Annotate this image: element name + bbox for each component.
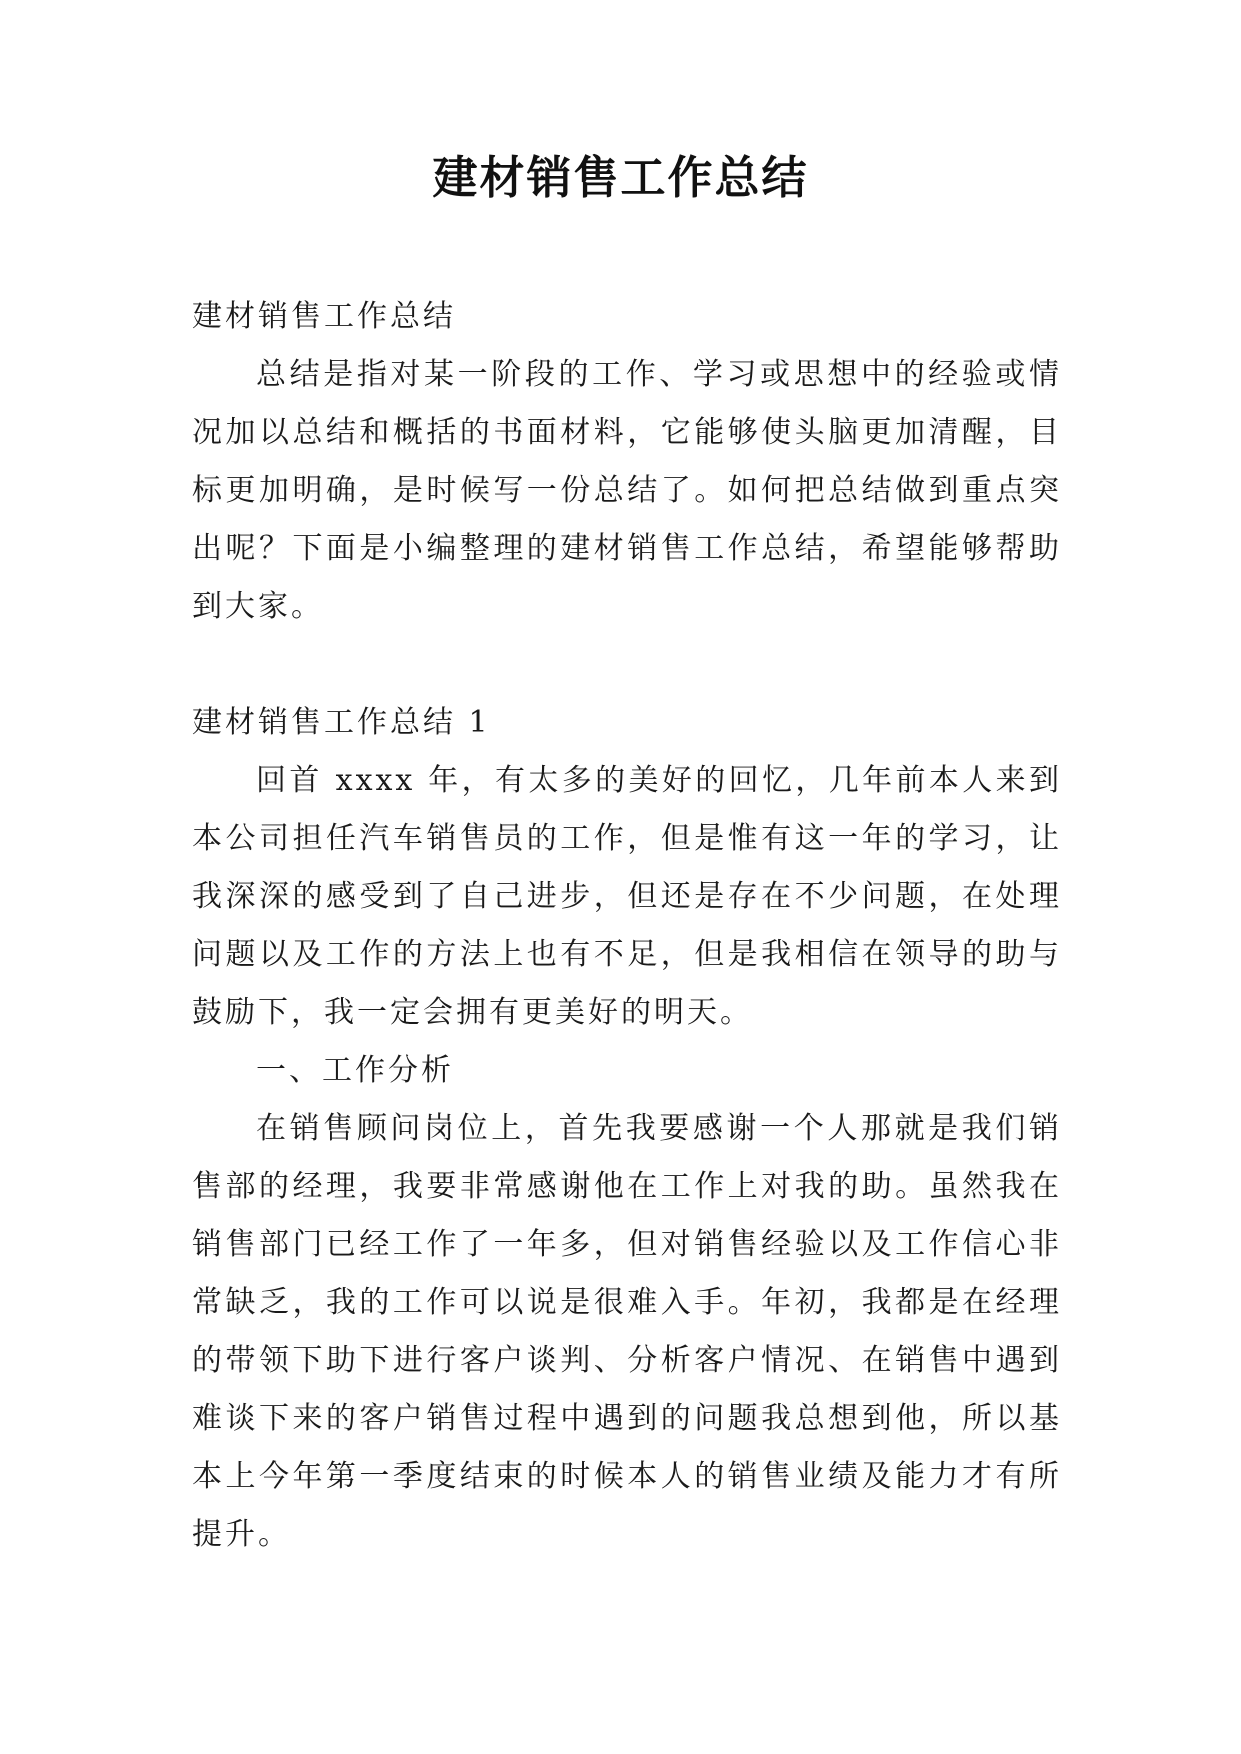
section-paragraph: 在销售顾问岗位上，首先我要感谢一个人那就是我们销售部的经理，我要非常感谢他在工作上对我的助。虽然我在销售部门已经工作了一年多，但对销售经验以及工作信心非常缺乏，我的工作可以说是很难入手。年初，我都是在经理的带领下助下进行客户谈判、分析客户情况、在销售中遇到难谈下来的客户销售过程中遇到的问题我总想到他，所以基本上今年第一季度结束的时候本人的销售业绩及能力才有所提升。 xyxy=(192,1111,1062,1552)
document-title: 建材销售工作总结 xyxy=(432,151,809,204)
section-title: 建材销售工作总结 1 xyxy=(192,705,491,740)
document-body xyxy=(192,288,1062,1564)
document-subtitle: 建材销售工作总结 xyxy=(192,299,456,334)
paragraph-gap xyxy=(192,636,1062,694)
section-paragraph: 回首 xxxx 年，有太多的美好的回忆，几年前本人来到本公司担任汽车销售员的工作，但是惟有这一年的学习，让我深深的感受到了自己进步，但还是存在不少问题，在处理问题以及工作的方法上也有不足，但是我相信在领导的助与鼓励下，我一定会拥有更美好的明天。 xyxy=(192,763,1062,1030)
intro-paragraph: 总结是指对某一阶段的工作、学习或思想中的经验或情况加以总结和概括的书面材料，它能够使头脑更加清醒，目标更加明确，是时候写一份总结了。如何把总结做到重点突出呢？下面是小编整理的建材销售工作总结，希望能够帮助到大家。 xyxy=(192,357,1062,624)
section-heading: 一、工作分析 xyxy=(256,1053,454,1088)
